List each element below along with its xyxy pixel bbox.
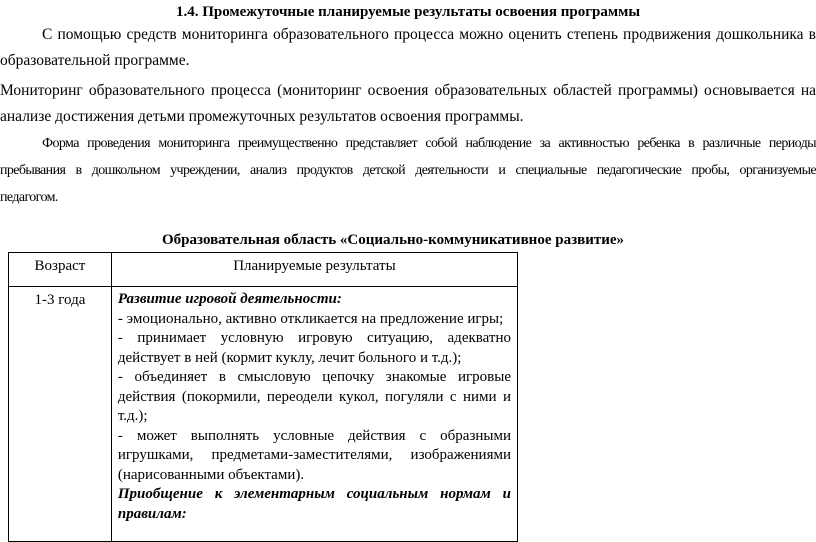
results-table	[8, 252, 518, 542]
subheading-social-norms: Приобщение к элементарным социальным нормам и	[117, 486, 511, 502]
header-results: Планируемые результаты	[111, 253, 517, 287]
cell-age: 1-3 года	[9, 287, 112, 542]
paragraph-monitoring-intro	[0, 22, 816, 74]
paragraph-line: Форма проведения мониторинга преимущественно представляет собой наблюдение за активностью ребенка в различные периоды	[42, 136, 816, 151]
table-row	[9, 287, 518, 542]
paragraph-line: образовательной программе.	[0, 52, 190, 69]
subheading-game-activity: Развитие игровой деятельности:	[117, 291, 342, 307]
cell-results	[111, 287, 517, 542]
list-item: - принимает условную игровую ситуацию, адекватно действует в ней (кормит куклу, лечит больного и т.д.);	[117, 330, 511, 366]
paragraph-line: пребывания в дошкольном учреждении, анализ продуктов детской деятельности и специальные педагогические пробы, организуемые	[0, 163, 816, 178]
table-title: Образовательная область «Социально-коммуникативное развитие»	[162, 232, 625, 248]
section-heading: 1.4. Промежуточные планируемые результаты освоения программы	[175, 4, 641, 20]
list-item: - объединяет в смысловую цепочку знакомые игровые действия (покормили, переодели кукол, погуляли с ними и т.д.);	[117, 369, 511, 424]
paragraph-line: С помощью средств мониторинга образовательного процесса можно оценить степень продвижения дошкольника в	[42, 26, 816, 43]
paragraph-line: Мониторинг образовательного процесса (мониторинг освоения образовательных областей программы) основывается на	[0, 82, 816, 99]
list-item: - может выполнять условные действия с образными игрушками, предметами-заместителями, изображениями (нарисованными объектами).	[117, 427, 511, 483]
paragraph-monitoring-form	[0, 130, 816, 211]
paragraph-line: анализе достижения детьми промежуточных результатов освоения программы.	[0, 108, 524, 125]
header-age: Возраст	[9, 253, 112, 287]
table-header-row	[9, 253, 518, 287]
paragraph-monitoring-basis	[0, 78, 816, 130]
paragraph-line: педагогом.	[0, 190, 58, 205]
list-item: - эмоционально, активно откликается на предложение игры;	[117, 310, 504, 327]
subheading-social-norms-cont: правилам:	[117, 505, 187, 522]
